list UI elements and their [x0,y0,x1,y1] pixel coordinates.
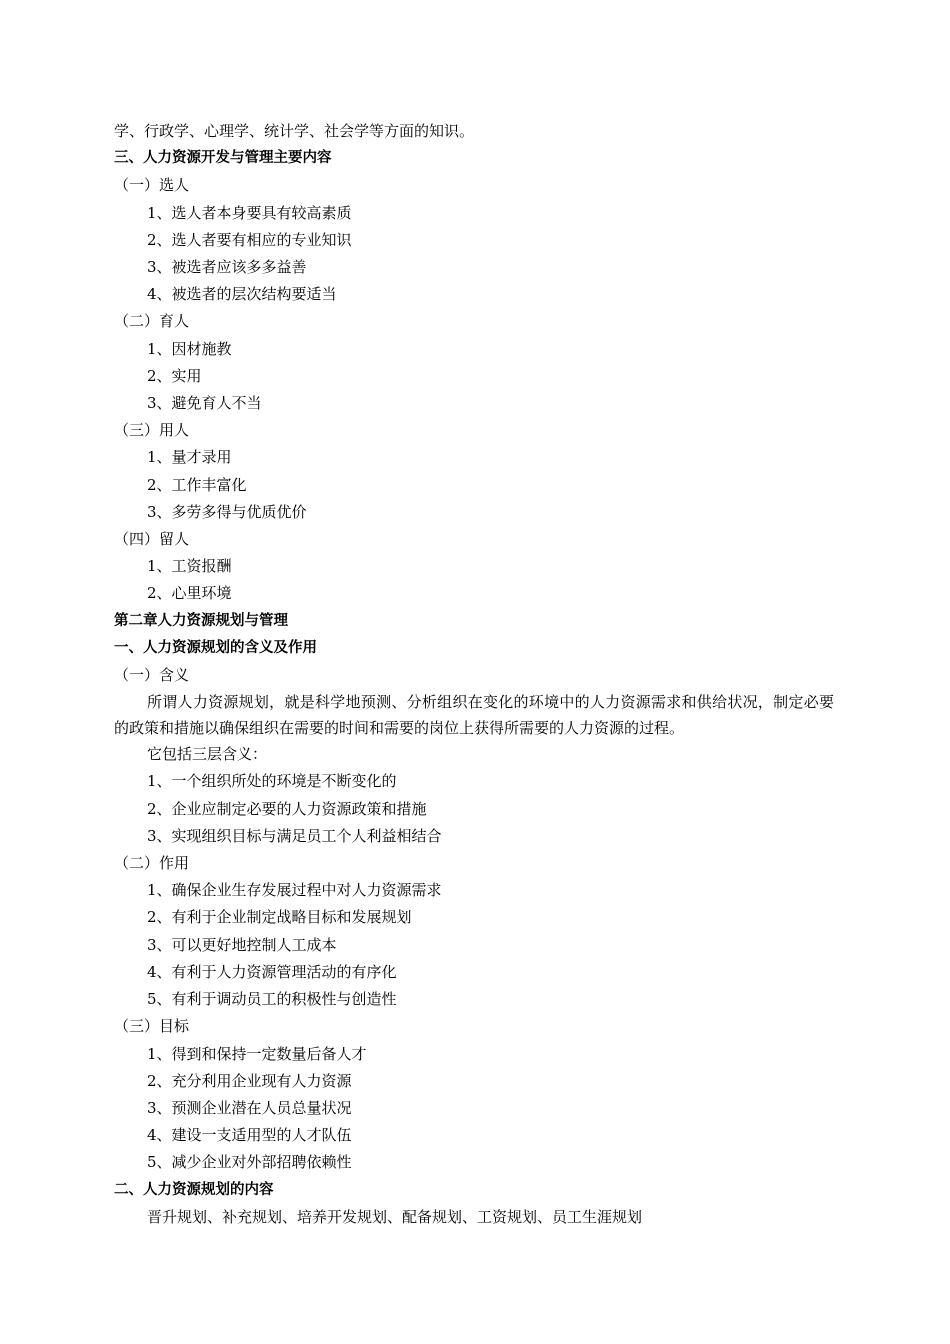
subsection-heading: （四）留人 [114,530,190,549]
subsection-heading: （二）作用 [114,854,190,873]
list-item: 3、预测企业潜在人员总量状况 [147,1098,352,1117]
subsection-heading: （二）育人 [114,312,190,331]
definition-paragraph: 所谓人力资源规划，就是科学地预测、分析组织在变化的环境中的人力资源需求和供给状况，制定必要的政策和措施以确保组织在需要的时间和需要的岗位上获得所需要的人力资源的过程。 [114,693,834,738]
section-heading: 一、人力资源规划的含义及作用 [114,639,317,656]
list-item: 4、有利于人力资源管理活动的有序化 [147,962,397,981]
list-item: 2、企业应制定必要的人力资源政策和措施 [147,799,427,818]
list-item: 3、可以更好地控制人工成本 [147,935,337,954]
list-intro: 它包括三层含义： [147,745,268,764]
list-item: 1、工资报酬 [147,557,232,576]
list-item: 晋升规划、补充规划、培养开发规划、配备规划、工资规划、员工生涯规划 [147,1207,643,1226]
list-item: 3、实现组织目标与满足员工个人利益相结合 [147,826,442,845]
subsection-heading: （一）选人 [114,176,190,195]
list-item: 5、减少企业对外部招聘依赖性 [147,1153,352,1172]
list-item: 1、量才录用 [147,448,232,467]
subsection-heading: （三）用人 [114,421,190,440]
list-item: 2、选人者要有相应的专业知识 [147,230,352,249]
document-page [114,118,834,1231]
list-item: 3、被选者应该多多益善 [147,258,307,277]
list-item: 1、因材施教 [147,339,232,358]
subsection-heading: （三）目标 [114,1017,190,1036]
list-item: 2、有利于企业制定战略目标和发展规划 [147,908,412,927]
text-line: 学、行政学、心理学、统计学、社会学等方面的知识。 [114,122,475,140]
list-item: 4、建设一支适用型的人才队伍 [147,1126,352,1145]
list-item: 1、一个组织所处的环境是不断变化的 [147,772,397,791]
list-item: 1、得到和保持一定数量后备人才 [147,1044,367,1063]
list-item: 2、心里环境 [147,584,232,603]
list-item: 2、充分利用企业现有人力资源 [147,1071,352,1090]
list-item: 1、确保企业生存发展过程中对人力资源需求 [147,881,442,900]
list-item: 5、有利于调动员工的积极性与创造性 [147,990,397,1009]
section-heading: 二、人力资源规划的内容 [114,1181,274,1198]
list-item: 4、被选者的层次结构要适当 [147,285,337,304]
chapter-heading: 第二章人力资源规划与管理 [114,612,288,629]
list-item: 1、选人者本身要具有较高素质 [147,203,352,222]
list-item: 2、工作丰富化 [147,475,247,494]
list-item: 3、多劳多得与优质优价 [147,502,307,521]
list-item: 3、避免育人不当 [147,394,262,413]
subsection-heading: （一）含义 [114,666,190,685]
section-heading: 三、人力资源开发与管理主要内容 [114,150,332,167]
list-item: 2、实用 [147,366,202,385]
